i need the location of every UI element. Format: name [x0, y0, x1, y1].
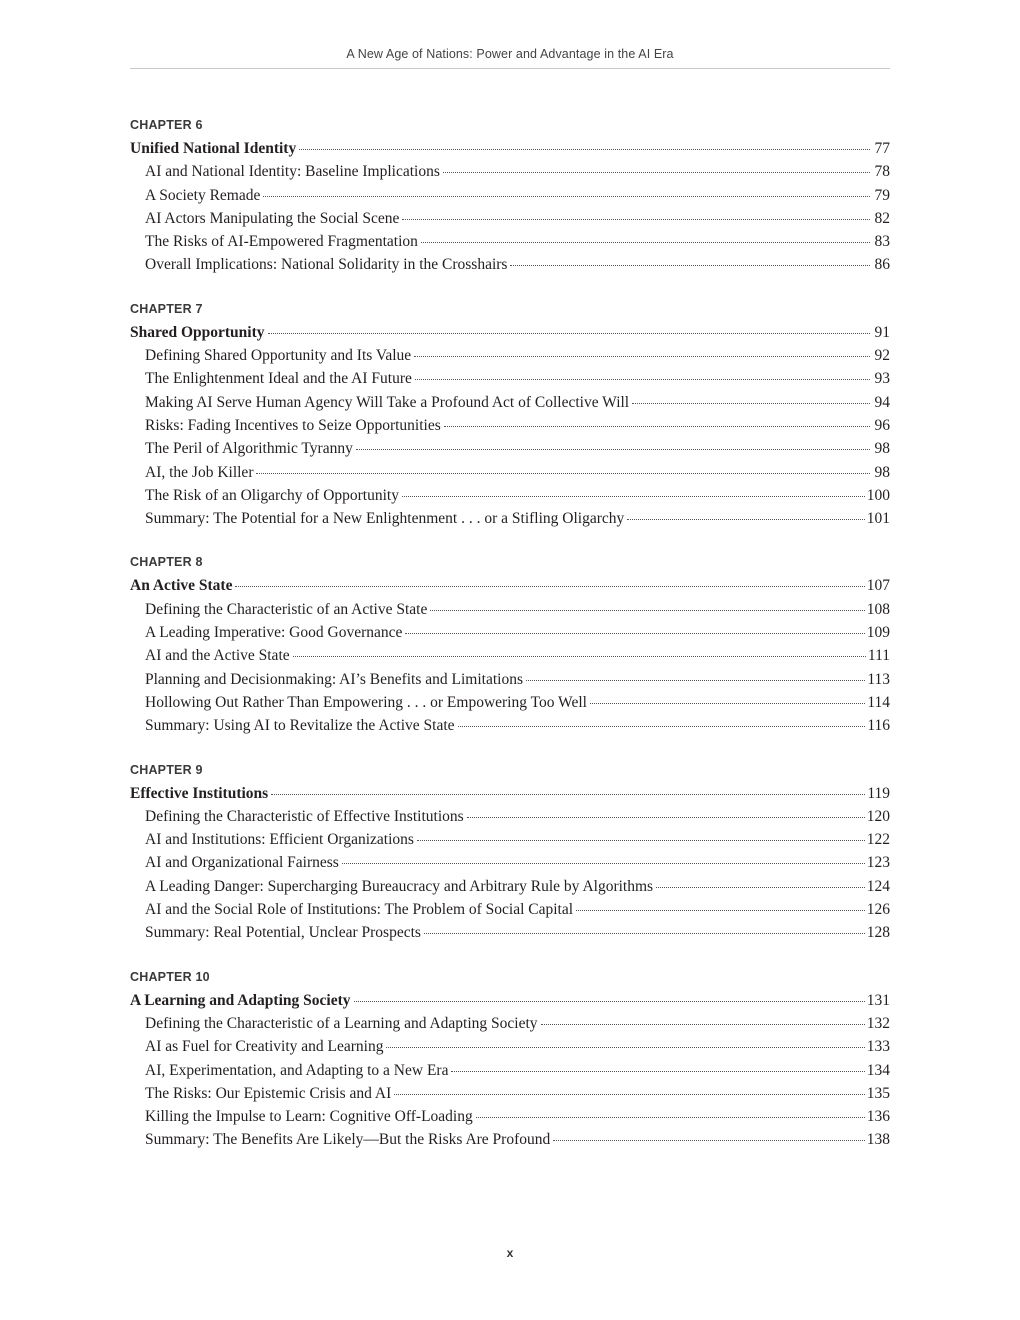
page-number: 120: [866, 807, 890, 825]
section-title: The Risks of AI-Empowered Fragmentation: [145, 233, 418, 251]
dot-leader: [414, 356, 870, 357]
running-head: A New Age of Nations: Power and Advantage in the AI Era: [346, 47, 674, 61]
toc-entry-row: [130, 367, 890, 390]
chapter-title: Shared Opportunity: [130, 323, 265, 341]
dot-leader: [656, 887, 865, 888]
dot-leader: [356, 449, 870, 450]
toc-entry-row: [130, 344, 890, 367]
toc-entry-row: [130, 1012, 890, 1035]
section-title: Summary: Real Potential, Unclear Prospects: [145, 924, 421, 942]
chapter-label: CHAPTER 6: [130, 118, 203, 132]
dot-leader: [386, 1047, 864, 1048]
chapter-section: [130, 117, 890, 277]
toc-entry-row: [130, 621, 890, 644]
toc-entry-row: [130, 691, 890, 714]
page-number: 133: [866, 1038, 890, 1056]
dot-leader: [541, 1024, 865, 1025]
toc-entry-row: [130, 437, 890, 460]
toc-entry-row: [130, 644, 890, 667]
header-rule: [130, 68, 890, 69]
chapter-label: CHAPTER 9: [130, 762, 203, 777]
dot-leader: [451, 1071, 864, 1072]
section-title: AI and the Social Role of Institutions: The Problem of Social Capital: [145, 901, 574, 919]
chapter-title: An Active State: [130, 577, 233, 595]
section-title: AI and Institutions: Efficient Organizations: [145, 831, 414, 849]
dot-leader: [342, 863, 865, 864]
page-number: 98: [874, 463, 890, 481]
page-number: 100: [866, 486, 890, 504]
section-title: Summary: Using AI to Revitalize the Active State: [145, 717, 455, 735]
toc-entry-row: [130, 1128, 890, 1151]
dot-leader: [256, 473, 870, 474]
chapter-title: Unified National Identity: [130, 140, 297, 157]
dot-leader: [271, 794, 865, 795]
toc-entry-row: [130, 507, 890, 530]
toc-entry-row: [130, 828, 890, 851]
dot-leader: [415, 379, 870, 380]
page-number: 108: [866, 600, 890, 618]
page-number: 124: [866, 877, 890, 895]
table-of-contents: [130, 117, 890, 1176]
page-number: 96: [874, 416, 890, 434]
section-title: AI, the Job Killer: [145, 463, 254, 481]
section-title: Summary: The Benefits Are Likely—But the Risks Are Profound: [145, 1131, 551, 1149]
section-title: The Enlightenment Ideal and the AI Future: [145, 370, 412, 388]
dot-leader: [590, 703, 865, 704]
dot-leader: [632, 403, 870, 404]
section-title: AI Actors Manipulating the Social Scene: [145, 209, 400, 227]
toc-entry-row: [130, 484, 890, 507]
toc-chapter-row: [130, 989, 890, 1012]
page-number: 77: [874, 140, 890, 157]
page-number: 92: [874, 347, 890, 365]
page-number: 82: [874, 209, 890, 227]
page-number: 116: [867, 717, 890, 735]
dot-leader: [424, 933, 865, 934]
page-number: 114: [867, 693, 890, 711]
page-number: 134: [866, 1061, 890, 1079]
toc-entry-row: [130, 1035, 890, 1058]
dot-leader: [510, 265, 870, 266]
toc-entry-row: [130, 851, 890, 874]
section-title: AI, Experimentation, and Adapting to a New Era: [145, 1061, 449, 1079]
page-number: 138: [866, 1131, 890, 1149]
dot-leader: [268, 333, 870, 334]
toc-entry-row: [130, 598, 890, 621]
toc-entry-row: [130, 668, 890, 691]
section-title: Defining Shared Opportunity and Its Value: [145, 347, 412, 365]
chapter-label: CHAPTER 10: [130, 969, 210, 984]
page-number: 101: [866, 510, 890, 528]
dot-leader: [421, 242, 870, 243]
dot-leader: [402, 496, 865, 497]
dot-leader: [235, 586, 864, 587]
toc-entry-row: [130, 461, 890, 484]
page-number: 113: [867, 670, 890, 688]
page-number: 128: [866, 924, 890, 942]
section-title: Hollowing Out Rather Than Empowering . . . or Empowering Too Well: [145, 693, 587, 711]
toc-chapter-row: [130, 321, 890, 344]
section-title: Summary: The Potential for a New Enlightenment . . . or a Stifling Oligarchy: [145, 510, 625, 528]
dot-leader: [526, 680, 865, 681]
page-number: 132: [866, 1014, 890, 1032]
toc-entry-row: [130, 207, 890, 230]
toc-entry-row: [130, 391, 890, 414]
page-number: 123: [866, 854, 890, 872]
dot-leader: [576, 910, 865, 911]
dot-leader: [402, 219, 870, 220]
chapter-section: [130, 762, 890, 945]
page-number: 78: [874, 163, 890, 181]
section-title: Planning and Decisionmaking: AI’s Benefits and Limitations: [145, 670, 523, 688]
page-number: 94: [874, 393, 890, 411]
section-title: Defining the Characteristic of an Active State: [145, 600, 428, 618]
section-title: A Leading Imperative: Good Governance: [145, 624, 403, 642]
page-number: 107: [866, 577, 890, 595]
toc-entry-row: [130, 875, 890, 898]
toc-entry-row: [130, 921, 890, 944]
page-number: 122: [866, 831, 890, 849]
section-title: Risks: Fading Incentives to Seize Opportunities: [145, 416, 441, 434]
chapter-section: [130, 554, 890, 737]
toc-chapter-row: [130, 574, 890, 597]
dot-leader: [417, 840, 865, 841]
chapter-section: [130, 969, 890, 1152]
toc-entry-row: [130, 1059, 890, 1082]
toc-entry-row: [130, 184, 890, 207]
section-title: AI as Fuel for Creativity and Learning: [145, 1038, 384, 1056]
page-number: 93: [874, 370, 890, 388]
section-title: Defining the Characteristic of Effective Institutions: [145, 807, 464, 825]
toc-entry-row: [130, 714, 890, 737]
toc-entry-row: [130, 898, 890, 921]
section-title: The Risks: Our Epistemic Crisis and AI: [145, 1084, 392, 1102]
section-title: AI and the Active State: [145, 647, 290, 665]
toc-entry-row: [130, 1105, 890, 1128]
dot-leader: [299, 149, 870, 150]
section-title: The Peril of Algorithmic Tyranny: [145, 440, 353, 458]
page-number: 136: [866, 1108, 890, 1126]
section-title: AI and National Identity: Baseline Implications: [145, 163, 440, 181]
toc-entry-row: [130, 805, 890, 828]
page-number: 109: [866, 624, 890, 642]
page-number: 91: [874, 323, 890, 341]
dot-leader: [476, 1117, 865, 1118]
chapter-title: A Learning and Adapting Society: [130, 991, 351, 1009]
page-folio: x: [506, 1246, 514, 1260]
section-title: Overall Implications: National Solidarity in the Crosshairs: [145, 256, 508, 274]
section-title: Killing the Impulse to Learn: Cognitive Off-Loading: [145, 1108, 473, 1126]
dot-leader: [444, 426, 870, 427]
toc-entry-row: [130, 230, 890, 253]
dot-leader: [293, 656, 866, 657]
page-number: 119: [867, 784, 890, 802]
dot-leader: [430, 610, 864, 611]
section-title: A Leading Danger: Supercharging Bureaucracy and Arbitrary Rule by Algorithms: [145, 877, 654, 895]
dot-leader: [443, 172, 870, 173]
chapter-label: CHAPTER 8: [130, 555, 203, 570]
section-title: AI and Organizational Fairness: [145, 854, 339, 872]
section-title: Making AI Serve Human Agency Will Take a Profound Act of Collective Will: [145, 393, 630, 411]
dot-leader: [263, 196, 870, 197]
chapter-title: Effective Institutions: [130, 784, 269, 802]
page-number: 98: [874, 440, 890, 458]
chapter-section: [130, 301, 890, 531]
toc-entry-row: [130, 414, 890, 437]
page-number: 79: [874, 186, 890, 204]
toc-chapter-row: [130, 137, 890, 160]
toc-chapter-row: [130, 782, 890, 805]
dot-leader: [467, 817, 865, 818]
dot-leader: [553, 1140, 864, 1141]
page-number: 86: [874, 256, 890, 274]
dot-leader: [405, 633, 864, 634]
dot-leader: [458, 726, 866, 727]
toc-entry-row: [130, 160, 890, 183]
page-number: 111: [867, 647, 890, 665]
page-number: 135: [866, 1084, 890, 1102]
section-title: Defining the Characteristic of a Learning and Adapting Society: [145, 1014, 538, 1032]
dot-leader: [627, 519, 864, 520]
chapter-label: CHAPTER 7: [130, 301, 203, 316]
toc-entry-row: [130, 253, 890, 276]
section-title: The Risk of an Oligarchy of Opportunity: [145, 486, 399, 504]
dot-leader: [394, 1094, 864, 1095]
section-title: A Society Remade: [145, 186, 261, 204]
toc-entry-row: [130, 1082, 890, 1105]
dot-leader: [354, 1001, 865, 1002]
page-number: 83: [874, 233, 890, 251]
page-number: 131: [866, 991, 890, 1009]
page-number: 126: [866, 901, 890, 919]
